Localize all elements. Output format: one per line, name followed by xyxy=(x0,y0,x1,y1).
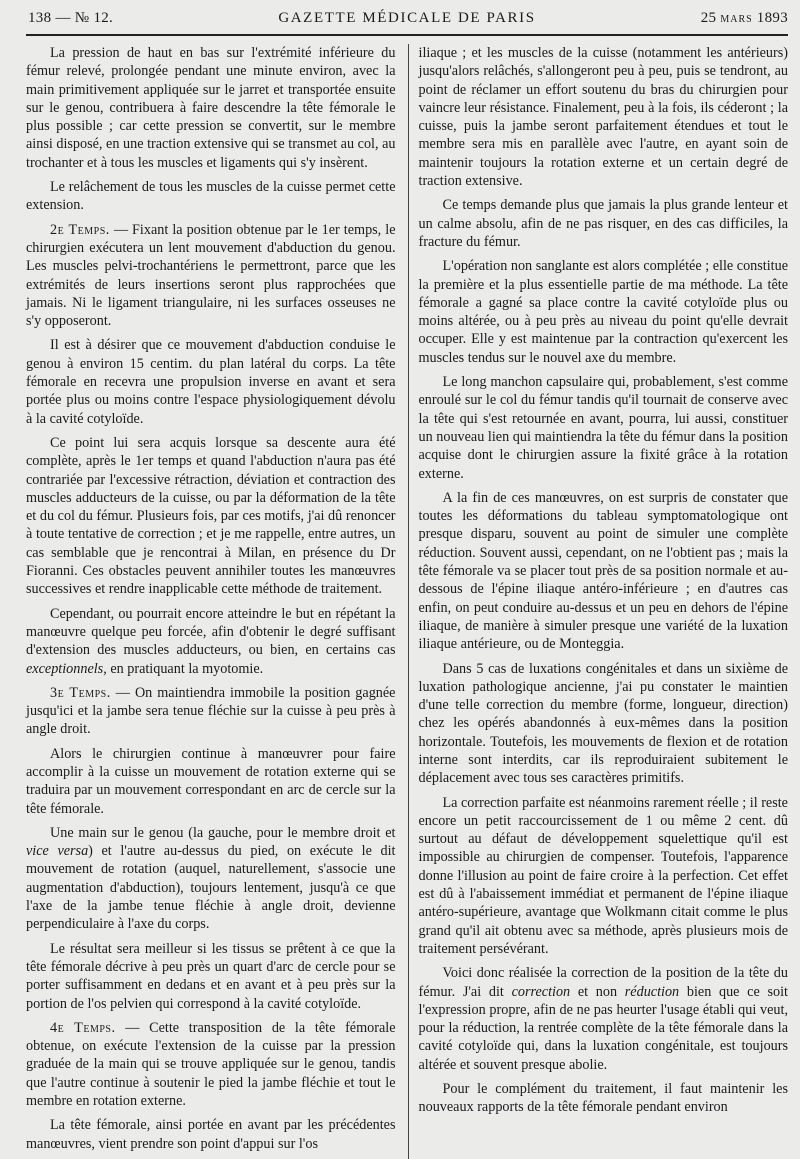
paragraph xyxy=(26,221,396,331)
section-label: 3e Temps. xyxy=(50,684,111,701)
section-label: 2e Temps. xyxy=(50,221,110,238)
paragraph: Il est à désirer que ce mouvement d'abduction conduise le genou à environ 15 centim. du plan latéral du corps. La tête fémorale en recevra une propulsion inverse en avant et sera portée plus ou moins contre l'espace physiologiquement dévolu à la cavité cotyloïde. xyxy=(26,337,396,427)
emphasis: réduction xyxy=(624,983,680,1000)
paragraph-text: — On maintiendra immobile la position gagnée jusqu'ici et la jambe sera tenue fléchie sur la cuisse à peu près à angle droit. xyxy=(26,684,396,738)
issue-date-month: MARS xyxy=(720,14,753,25)
paragraph: Le relâchement de tous les muscles de la cuisse permet cette extension. xyxy=(26,179,396,214)
emphasis: vice versa xyxy=(26,843,89,860)
section-label: 4e Temps. xyxy=(50,1019,116,1036)
paragraph-text: Une main sur le genou (la gauche, pour le membre droit et xyxy=(50,824,396,841)
paragraph: Alors le chirurgien continue à manœuvrer pour faire accomplir à la cuisse un mouvement de rotation externe qui se traduira par un mouvement correspondant en arc de cercle sur la tête fémorale. xyxy=(26,745,396,817)
paragraph xyxy=(419,964,789,1074)
emphasis: correction xyxy=(511,983,571,1000)
issue-date-day: 25 xyxy=(700,10,717,26)
issue-date xyxy=(701,10,788,27)
issue-date-year: 1893 xyxy=(756,10,788,26)
paragraph: La tête fémorale, ainsi portée en avant par les précédentes manœuvres, vient prendre son point d'appui sur l'os xyxy=(26,1117,396,1152)
emphasis: exceptionnels xyxy=(26,660,104,677)
paragraph: Ce temps demande plus que jamais la plus grande lenteur et un calme absolu, afin de ne pas risquer, en des cas difficiles, la fracture du fémur. xyxy=(418,197,788,250)
page-number: 138 — № 12. xyxy=(28,10,114,26)
header-rule xyxy=(26,34,788,36)
paragraph xyxy=(26,824,396,934)
paragraph: Pour le complément du traitement, il faut maintenir les nouveaux rapports de la tête fémorale pendant environ xyxy=(418,1081,788,1116)
journal-title: GAZETTE MÉDICALE DE PARIS xyxy=(278,10,536,26)
paragraph-text: — Fixant la position obtenue par le 1er temps, le chirurgien exécutera un lent mouvement d'abduction du genou. Les muscles pelvi-trochantériens le permettront, parce que les extrémités de leurs insertions seront plus rapprochées que jamais. Ni le ligament triangulaire, ni les surfaces osseuses ne s'y opposeront. xyxy=(26,221,396,330)
paragraph-text: Voici donc réalisée la correction de la position de la tête du fémur. J'ai dit xyxy=(418,965,788,1000)
paragraph: Le long manchon capsulaire qui, probablement, s'est comme enroulé sur le col du fémur tandis qu'il tournait de conserve avec la tête qui s'est retournée en avant, pourra, lui aussi, constituer un nouveau lien qui maintiendra la tête du fémur dans la position acquise dont le chirurgien assure la fixité grâce à la rotation externe. xyxy=(418,374,788,482)
paragraph: A la fin de ces manœuvres, on est surpris de constater que toutes les déformations du tableau symptomatologique ont presque disparu, souvent au point de simuler une complète réduction. Souvent aussi, cependant, on ne l'obtient pas ; mais la tête fémorale va se placer tout près de sa position normale et au-dessous de l'épine iliaque antéro-inférieure ; en d'autres cas enfin, on peut conduire au-dessus et un peu en dehors de l'épine iliaque, de manière à simuler presque une variété de la luxation iliaque antérieure, ou de Monteggia. xyxy=(418,489,788,653)
paragraph: Ce point lui sera acquis lorsque sa descente aura été complète, après le 1er temps et quand l'abduction n'aura pas été contrariée par l'excessive rétraction, déviation et contraction des muscles adducteurs de la cuisse, ou par la déformation de la tête et du col du fémur. Plusieurs fois, par ces motifs, j'ai dû renoncer à toute tentative de correction ; et je me rappelle, entre autres, un cas semblable que je rencontrai à Milan, en présence du Dr Fioranni. Ces obstacles peuvent annihiler toutes les manœuvres successives et rendre inapplicable cette méthode de traitement. xyxy=(26,434,396,598)
paragraph-text: Cependant, ou pourrait encore atteindre le but en répétant la manœuvre quelque peu forcée, afin d'obtenir le degré suffisant d'extension des muscles adducteurs, ou bien, en certains cas xyxy=(26,605,396,659)
paragraph xyxy=(26,684,396,739)
paragraph: L'opération non sanglante est alors complétée ; elle constitue la première et la plus essentielle partie de ma méthode. La tête fémorale a gagné sa place contre la cavité cotyloïde plus ou moins altérée, ou à peu près au niveau du point qu'elle devrait occuper. Elle y est maintenue par la contraction qu'exercent les muscles tendus sur le nouvel axe du membre. xyxy=(418,258,788,366)
article-columns xyxy=(26,44,788,1159)
paragraph: iliaque ; et les muscles de la cuisse (notamment les antérieurs) jusqu'alors relâchés, s'allongeront peu à peu, puis se tendront, au point de réclamer un effort soutenu du bras du chirurgien pour vaincre leur résistance. Finalement, peu à la fois, ils céderont ; la cuisse, puis la jambe seront parfaitement étendues et tout le membre sera mis en parallèle avec l'autre, en ayant soin de maintenir toujours la rotation externe et un certain degré de traction extensive. xyxy=(418,45,788,190)
right-column xyxy=(409,44,789,1159)
paragraph: Le résultat sera meilleur si les tissus se prêtent à ce que la tête fémorale décrive à peu près un quart d'arc de cercle pour se porter suffisamment en dedans et en avant et à peu près sur la portion de l'os pelvien qui correspond à la cavité cotyloïde. xyxy=(26,940,396,1012)
paragraph: La pression de haut en bas sur l'extrémité inférieure du fémur relevé, prolongée pendant une minute environ, avec la main primitivement appliquée sur le jarret et transportée ensuite sur le genou, contribuera à faire descendre la tête fémorale le plus possible ; car cette pression se convertit, sur le membre ainsi disposé, en une traction extensive qui se transmet au col, au trochanter et à tous les muscles et ligaments qui s'y insèrent. xyxy=(26,45,396,171)
left-column xyxy=(26,44,409,1159)
page-header xyxy=(26,8,788,30)
paragraph: Dans 5 cas de luxations congénitales et dans un sixième de luxation pathologique ancienne, j'ai pu constater le maintien d'une telle correction du membre (forme, longueur, direction) chez les opérés abandonnés à eux-mêmes dans la position horizontale. Toutefois, les mouvements de flexion et de rotation interne sont interdits, car ils reproduiraient subitement le déplacement avec tous ses caractères primitifs. xyxy=(418,660,788,787)
paragraph-text: , en pratiquant la myotomie. xyxy=(103,660,264,677)
paragraph-text: — Cette transposition de la tête fémorale obtenue, on exécute l'extension de la cuisse par la pression graduée de la main qui se trouve appliquée sur le genou, tandis que l'autre continue à soutenir le pied la jambe fléchie et tout le membre en rotation externe. xyxy=(26,1019,396,1110)
paragraph xyxy=(26,1019,396,1110)
paragraph-text: bien que ce soit l'expression propre, afin de ne pas heurter l'usage établi qui veut, pour la réduction, la rentrée complète de la tête fémorale dans la cavité cotyloïde qui, dans la luxation congénitale, est toujours altérée et souvent presque abolie. xyxy=(418,983,788,1073)
paragraph-text: ) et l'autre au-dessus du pied, on exécute le dit mouvement de rotation (auquel, naturellement, s'associe une augmentation d'abduction), toujours lentement, jusqu'à ce que l'axe de la jambe tenue fléchie à angle droit, devienne perpendiculaire à l'axe du corps. xyxy=(26,843,396,933)
paragraph xyxy=(26,605,396,678)
paragraph: La correction parfaite est néanmoins rarement réelle ; il reste encore un petit raccourcissement de 1 ou même 2 cent. dû surtout au défaut de développement squelettique qu'il est impossible au chirurgien de compenser. Toutefois, l'apparence donne l'illusion au point de faire croire à la perfection. Cet effet est dû à l'abaissement immédiat et permanent de l'épine iliaque antéro-supérieure, avantage que Wolkmann citait comme le plus grand qu'il ait obtenu avec sa méthode, après plusieurs mois de traitement persévérant. xyxy=(418,794,788,957)
paragraph-text: et non xyxy=(570,983,625,1000)
